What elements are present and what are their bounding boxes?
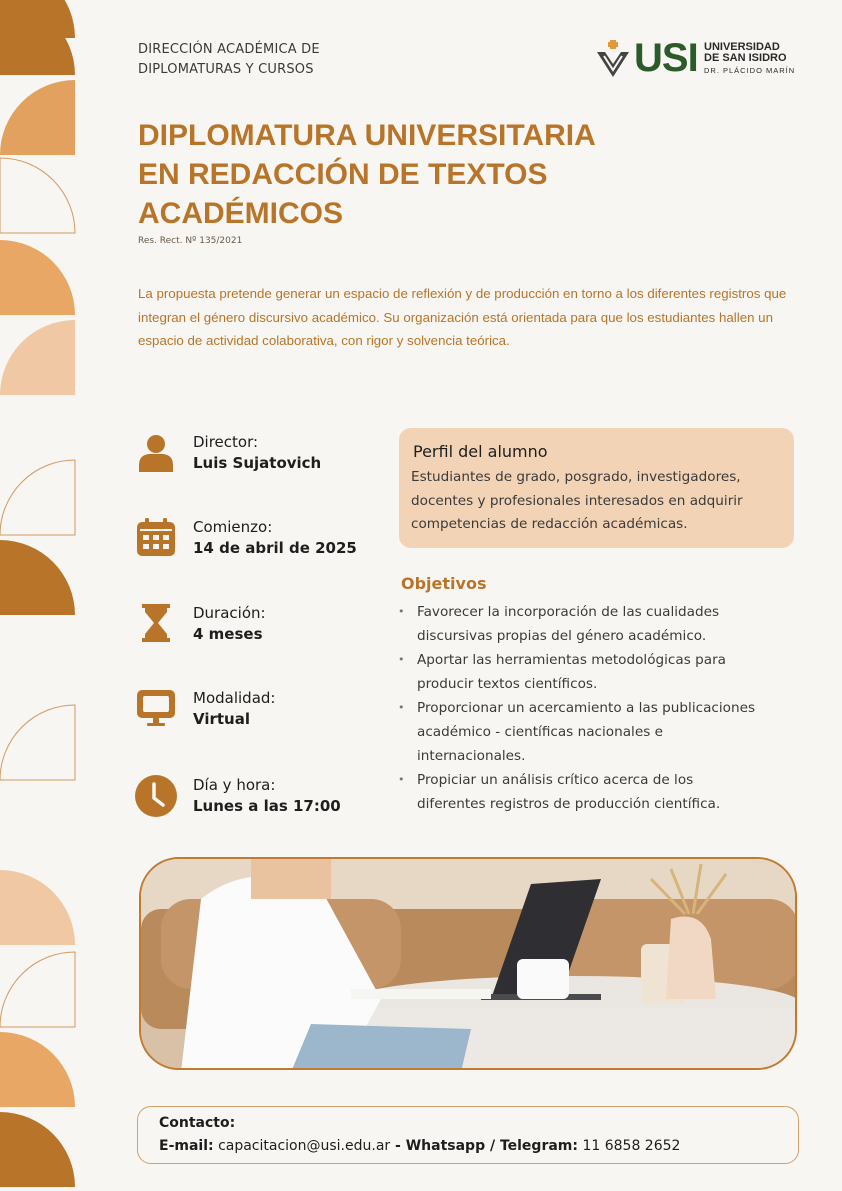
intro-paragraph: La propuesta pretende generar un espacio de reflexión y de producción en torno a los diferentes registros que integran el género discursivo académico. Su organización está orientada para que los estudiantes hallen un espacio de actividad colaborativa, con rigor y solvencia teórica. (138, 286, 787, 348)
profile-text: Estudiantes de grado, posgrado, investigadores, docentes y profesionales interesados en adquirir competencias de redacción académicas. (411, 469, 743, 532)
contact-box (137, 1106, 799, 1164)
university-logo: USI UNIVERSIDAD DE SAN ISIDRO DR. PLÁCIDO MARÍN (596, 36, 806, 80)
duration-label: Duración: (193, 604, 266, 622)
list-item: • Proporcionar un acercamiento a las publicaciones académico - científicas nacionales e internacionales. (398, 696, 798, 768)
mode-label: Modalidad: (193, 689, 276, 707)
email-label: E-mail: (159, 1138, 214, 1154)
list-item: • Aportar las herramientas metodológicas para producir textos científicos. (398, 648, 798, 696)
profile-heading: Perfil del alumno (413, 442, 548, 461)
student-writing-photo (139, 857, 797, 1070)
start-value: 14 de abril de 2025 (193, 539, 357, 557)
phone-label: Whatsapp / Telegram: (405, 1138, 578, 1154)
decorative-strip (0, 0, 80, 1191)
page-title: DIPLOMATURA UNIVERSITARIA EN REDACCIÓN DE TEXTOS ACADÉMICOS (138, 119, 596, 230)
contact-separator: - (390, 1138, 406, 1154)
contact-heading: Contacto: (159, 1115, 236, 1131)
objectives-list (398, 600, 798, 816)
schedule-value: Lunes a las 17:00 (193, 797, 341, 815)
start-label: Comienzo: (193, 518, 273, 536)
objectives-heading: Objetivos (401, 574, 487, 593)
department-name: DIRECCIÓN ACADÉMICA DE DIPLOMATURAS Y CURSOS (138, 42, 320, 77)
schedule-label: Día y hora: (193, 776, 276, 794)
phone-number[interactable]: 11 6858 2652 (582, 1138, 681, 1154)
calendar-icon (136, 517, 176, 557)
contact-line (159, 1138, 680, 1154)
director-value: Luis Sujatovich (193, 454, 322, 472)
person-icon (136, 432, 176, 472)
director-label: Director: (193, 433, 259, 451)
student-profile-card (399, 428, 794, 548)
list-item: • Favorecer la incorporación de las cualidades discursivas propias del género académico. (398, 600, 798, 648)
hourglass-icon (136, 603, 176, 643)
duration-value: 4 meses (193, 625, 263, 643)
logo-mark-icon (596, 40, 630, 78)
list-item: • Propiciar un análisis crítico acerca de los diferentes registros de producción científica. (398, 768, 798, 816)
mode-value: Virtual (193, 710, 250, 728)
resolution-number: Res. Rect. Nº 135/2021 (138, 236, 243, 246)
clock-icon (134, 774, 178, 818)
monitor-icon (136, 688, 176, 728)
email-link[interactable]: capacitacion@usi.edu.ar (218, 1138, 391, 1154)
